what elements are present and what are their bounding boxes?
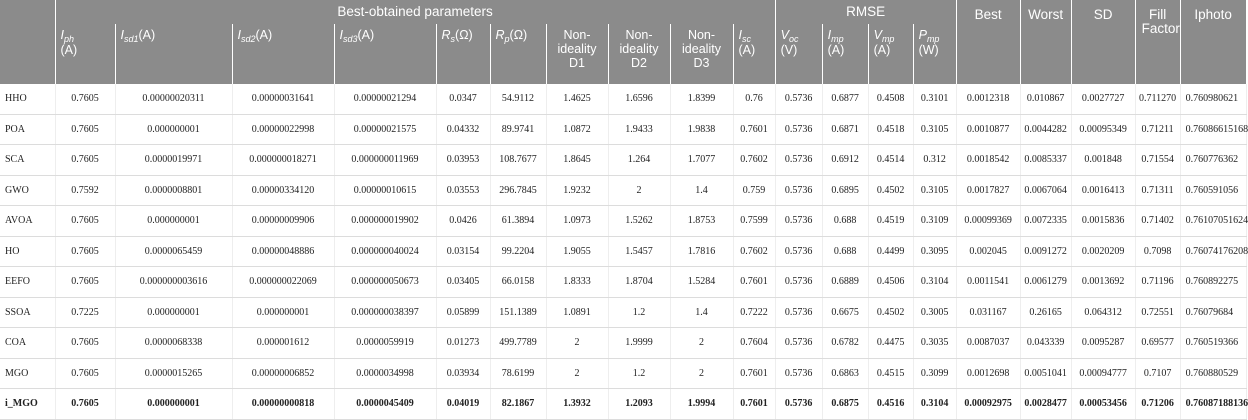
table-cell: 0.3005 — [913, 297, 956, 328]
header-nonideality-d3: Non-ideality D3 — [670, 24, 733, 84]
table-cell: 0.0000045409 — [334, 389, 436, 420]
table-row — [0, 145, 1246, 176]
table-cell: 0.759 — [733, 175, 775, 206]
table-cell: 0.0000065459 — [115, 236, 232, 267]
table-cell: 61.3894 — [490, 206, 546, 237]
row-label: AVOA — [0, 206, 55, 237]
table-cell: 151.1389 — [490, 297, 546, 328]
row-label: i_MGO — [0, 389, 55, 420]
table-cell: 0.5736 — [775, 328, 822, 359]
table-cell: 0.4518 — [868, 114, 913, 145]
table-cell: 0.6889 — [822, 267, 868, 298]
table-cell: 1.4 — [670, 175, 733, 206]
table-cell: 0.76107051624 — [1180, 206, 1246, 237]
table-cell: 0.0072335 — [1020, 206, 1071, 237]
table-cell: 0.7605 — [55, 267, 115, 298]
table-cell: 0.010867 — [1020, 84, 1071, 114]
table-cell: 1.0891 — [546, 297, 608, 328]
table-cell: 0.26165 — [1020, 297, 1071, 328]
table-cell: 0.04019 — [436, 389, 490, 420]
row-label: GWO — [0, 175, 55, 206]
table-cell: 0.760980621 — [1180, 84, 1246, 114]
table-cell: 0.03154 — [436, 236, 490, 267]
table-cell: 0.688 — [822, 206, 868, 237]
table-cell: 0.000001612 — [232, 328, 334, 359]
table-cell: 0.5736 — [775, 267, 822, 298]
table-cell: 0.71206 — [1135, 389, 1180, 420]
table-cell: 0.031167 — [956, 297, 1020, 328]
table-cell: 0.0000019971 — [115, 145, 232, 176]
header-nonideality-d2: Non-ideality D2 — [608, 24, 670, 84]
table-cell: 0.04332 — [436, 114, 490, 145]
table-cell: 0.001848 — [1071, 145, 1135, 176]
header-iphoto: Iphoto — [1180, 0, 1246, 84]
table-cell: 0.03553 — [436, 175, 490, 206]
table-cell: 0.7605 — [55, 328, 115, 359]
table-row — [0, 328, 1246, 359]
table-cell: 0.0061279 — [1020, 267, 1071, 298]
table-cell: 1.4625 — [546, 84, 608, 114]
table-cell: 0.000000001 — [115, 297, 232, 328]
table-cell: 99.2204 — [490, 236, 546, 267]
table-cell: 0.71196 — [1135, 267, 1180, 298]
table-cell: 0.0067064 — [1020, 175, 1071, 206]
table-cell: 0.312 — [913, 145, 956, 176]
table-row — [0, 206, 1246, 237]
table-cell: 0.4515 — [868, 358, 913, 389]
table-row — [0, 114, 1246, 145]
table-cell: 499.7789 — [490, 328, 546, 359]
table-cell: 0.4508 — [868, 84, 913, 114]
table-cell: 2 — [670, 328, 733, 359]
row-label: HHO — [0, 84, 55, 114]
table-cell: 1.9838 — [670, 114, 733, 145]
table-cell: 0.3095 — [913, 236, 956, 267]
table-cell: 0.5736 — [775, 84, 822, 114]
table-cell: 0.76074176208 — [1180, 236, 1246, 267]
table-cell: 0.00000334120 — [232, 175, 334, 206]
table-cell: 0.7601 — [733, 267, 775, 298]
table-cell: 0.043339 — [1020, 328, 1071, 359]
table-cell: 0.760880529 — [1180, 358, 1246, 389]
table-cell: 0.000000001 — [232, 297, 334, 328]
table-cell: 0.7605 — [55, 145, 115, 176]
table-cell: 0.0087037 — [956, 328, 1020, 359]
table-cell: 1.3932 — [546, 389, 608, 420]
table-cell: 0.03934 — [436, 358, 490, 389]
header-group-best-parameters: Best-obtained parameters — [55, 0, 775, 24]
table-cell: 296.7845 — [490, 175, 546, 206]
table-cell: 0.5736 — [775, 145, 822, 176]
table-cell: 0.71554 — [1135, 145, 1180, 176]
table-cell: 0.0013692 — [1071, 267, 1135, 298]
table-cell: 0.76 — [733, 84, 775, 114]
table-cell: 0.6875 — [822, 389, 868, 420]
table-cell: 1.5284 — [670, 267, 733, 298]
table-cell: 0.4499 — [868, 236, 913, 267]
table-cell: 0.00000010615 — [334, 175, 436, 206]
table-cell: 1.9994 — [670, 389, 733, 420]
table-cell: 0.71402 — [1135, 206, 1180, 237]
table-cell: 0.000000040024 — [334, 236, 436, 267]
table-cell: 0.7605 — [55, 389, 115, 420]
table-cell: 0.71311 — [1135, 175, 1180, 206]
table-cell: 0.6877 — [822, 84, 868, 114]
header-isd1: $I_{sd1}(A)$ — [115, 24, 232, 84]
table-cell: 0.00092975 — [956, 389, 1020, 420]
table-row — [0, 389, 1246, 420]
table-cell: 0.72551 — [1135, 297, 1180, 328]
table-cell: 0.064312 — [1071, 297, 1135, 328]
table-cell: 0.711270 — [1135, 84, 1180, 114]
table-cell: 0.6912 — [822, 145, 868, 176]
row-label: COA — [0, 328, 55, 359]
table-cell: 0.0000008801 — [115, 175, 232, 206]
table-cell: 0.3104 — [913, 389, 956, 420]
table-cell: 0.00094777 — [1071, 358, 1135, 389]
table-cell: 0.3109 — [913, 206, 956, 237]
table-cell: 0.5736 — [775, 206, 822, 237]
row-label: POA — [0, 114, 55, 145]
header-nonideality-d1: Non-ideality D1 — [546, 24, 608, 84]
table-cell: 0.000000003616 — [115, 267, 232, 298]
table-cell: 0.00000021575 — [334, 114, 436, 145]
table-cell: 1.2093 — [608, 389, 670, 420]
row-label: MGO — [0, 358, 55, 389]
row-label: HO — [0, 236, 55, 267]
table-cell: 0.0044282 — [1020, 114, 1071, 145]
table-cell: 0.5736 — [775, 175, 822, 206]
table-cell: 0.7604 — [733, 328, 775, 359]
table-cell: 0.0028477 — [1020, 389, 1071, 420]
table-cell: 2 — [546, 328, 608, 359]
table-cell: 0.5736 — [775, 358, 822, 389]
table-cell: 0.7107 — [1135, 358, 1180, 389]
table-cell: 0.0000068338 — [115, 328, 232, 359]
table-cell: 0.000000038397 — [334, 297, 436, 328]
table-cell: 0.0018542 — [956, 145, 1020, 176]
table-cell: 89.9741 — [490, 114, 546, 145]
table-cell: 0.760892275 — [1180, 267, 1246, 298]
table-cell: 0.5736 — [775, 389, 822, 420]
table-cell: 0.0020209 — [1071, 236, 1135, 267]
table-cell: 0.03953 — [436, 145, 490, 176]
table-cell: 0.6782 — [822, 328, 868, 359]
header-group-rmse: RMSE — [775, 0, 956, 24]
table-cell: 0.7605 — [55, 358, 115, 389]
header-fill-factor: Fill Factor — [1135, 0, 1180, 84]
header-group-row — [0, 0, 1246, 24]
table-cell: 0.6895 — [822, 175, 868, 206]
table-cell: 0.7605 — [55, 114, 115, 145]
table-cell: 0.5736 — [775, 236, 822, 267]
table-cell: 0.71211 — [1135, 114, 1180, 145]
table-cell: 1.8333 — [546, 267, 608, 298]
table-cell: 0.0000034998 — [334, 358, 436, 389]
table-row — [0, 84, 1246, 114]
table-cell: 0.76086615168 — [1180, 114, 1246, 145]
table-cell: 1.8399 — [670, 84, 733, 114]
header-vmp: $V_{mp}$ (A) — [868, 24, 913, 84]
table-cell: 0.760776362 — [1180, 145, 1246, 176]
table-cell: 0.00000022998 — [232, 114, 334, 145]
table-cell: 0.4516 — [868, 389, 913, 420]
table-cell: 0.7605 — [55, 236, 115, 267]
table-cell: 0.0012318 — [956, 84, 1020, 114]
table-cell: 0.000000019902 — [334, 206, 436, 237]
table-cell: 1.2 — [608, 297, 670, 328]
table-cell: 1.4 — [670, 297, 733, 328]
row-label: SCA — [0, 145, 55, 176]
table-cell: 0.000000001 — [115, 114, 232, 145]
header-isd3: $I_{sd3}(A)$ — [334, 24, 436, 84]
table-cell: 0.00099369 — [956, 206, 1020, 237]
table-cell: 0.4502 — [868, 175, 913, 206]
table-cell: 0.7601 — [733, 358, 775, 389]
table-cell: 1.0872 — [546, 114, 608, 145]
table-cell: 0.4514 — [868, 145, 913, 176]
table-cell: 0.0027727 — [1071, 84, 1135, 114]
table-cell: 2 — [670, 358, 733, 389]
table-cell: 1.8704 — [608, 267, 670, 298]
table-cell: 1.5457 — [608, 236, 670, 267]
header-imp: $I_{mp}$ (A) — [822, 24, 868, 84]
header-iph: $I_{ph}$ (A) — [55, 24, 115, 84]
table-cell: 0.7602 — [733, 145, 775, 176]
table-cell: 0.00000000818 — [232, 389, 334, 420]
table-cell: 0.0010877 — [956, 114, 1020, 145]
table-cell: 66.0158 — [490, 267, 546, 298]
table-cell: 0.7601 — [733, 389, 775, 420]
table-cell: 0.0000015265 — [115, 358, 232, 389]
table-cell: 2 — [608, 175, 670, 206]
table-cell: 0.7225 — [55, 297, 115, 328]
table-cell: 0.000000022069 — [232, 267, 334, 298]
table-cell: 0.6871 — [822, 114, 868, 145]
table-cell: 1.8753 — [670, 206, 733, 237]
table-cell: 0.00000006852 — [232, 358, 334, 389]
table-cell: 0.3105 — [913, 114, 956, 145]
table-cell: 0.002045 — [956, 236, 1020, 267]
table-cell: 1.9999 — [608, 328, 670, 359]
row-label: EEFO — [0, 267, 55, 298]
table-cell: 108.7677 — [490, 145, 546, 176]
table-cell: 0.3099 — [913, 358, 956, 389]
table-cell: 1.7816 — [670, 236, 733, 267]
table-cell: 78.6199 — [490, 358, 546, 389]
table-cell: 0.76087188136 — [1180, 389, 1246, 420]
table-cell: 0.0051041 — [1020, 358, 1071, 389]
table-cell: 0.0017827 — [956, 175, 1020, 206]
table-cell: 0.760519366 — [1180, 328, 1246, 359]
table-cell: 1.5262 — [608, 206, 670, 237]
table-cell: 0.7222 — [733, 297, 775, 328]
table-cell: 0.01273 — [436, 328, 490, 359]
header-pmp: $P_{mp}$ (W) — [913, 24, 956, 84]
header-sd: SD — [1071, 0, 1135, 84]
table-cell: 0.4502 — [868, 297, 913, 328]
table-cell: 0.76079684 — [1180, 297, 1246, 328]
table-cell: 1.0973 — [546, 206, 608, 237]
table-cell: 0.69577 — [1135, 328, 1180, 359]
table-cell: 0.0000059919 — [334, 328, 436, 359]
table-row — [0, 358, 1246, 389]
table-cell: 0.05899 — [436, 297, 490, 328]
table-cell: 0.000000001 — [115, 206, 232, 237]
table-cell: 0.688 — [822, 236, 868, 267]
table-cell: 0.4506 — [868, 267, 913, 298]
table-cell: 0.7592 — [55, 175, 115, 206]
table-cell: 0.0426 — [436, 206, 490, 237]
table-cell: 0.00095349 — [1071, 114, 1135, 145]
row-label: SSOA — [0, 297, 55, 328]
table-cell: 0.000000050673 — [334, 267, 436, 298]
header-voc: $V_{oc}$ (V) — [775, 24, 822, 84]
table-cell: 0.3101 — [913, 84, 956, 114]
table-row — [0, 267, 1246, 298]
table-cell: 0.7601 — [733, 114, 775, 145]
table-cell: 0.00053456 — [1071, 389, 1135, 420]
table-cell: 0.7605 — [55, 84, 115, 114]
header-worst: Worst — [1020, 0, 1071, 84]
table-cell: 0.3035 — [913, 328, 956, 359]
table-cell: 0.5736 — [775, 114, 822, 145]
table-cell: 0.000000011969 — [334, 145, 436, 176]
table-cell: 0.0347 — [436, 84, 490, 114]
table-cell: 1.6596 — [608, 84, 670, 114]
table-cell: 0.00000009906 — [232, 206, 334, 237]
table-cell: 82.1867 — [490, 389, 546, 420]
table-cell: 0.7602 — [733, 236, 775, 267]
table-row — [0, 297, 1246, 328]
table-row — [0, 175, 1246, 206]
table-cell: 0.000000001 — [115, 389, 232, 420]
table-cell: 0.4519 — [868, 206, 913, 237]
table-cell: 0.00000021294 — [334, 84, 436, 114]
table-cell: 1.9433 — [608, 114, 670, 145]
header-best: Best — [956, 0, 1020, 84]
table-cell: 0.6675 — [822, 297, 868, 328]
table-cell: 0.0015836 — [1071, 206, 1135, 237]
table-cell: 1.8645 — [546, 145, 608, 176]
header-rp: $R_p(\Omega)$ — [490, 24, 546, 84]
table-cell: 0.7605 — [55, 206, 115, 237]
table-cell: 0.0085337 — [1020, 145, 1071, 176]
table-cell: 0.03405 — [436, 267, 490, 298]
table-cell: 1.264 — [608, 145, 670, 176]
table-cell: 0.00000031641 — [232, 84, 334, 114]
table-cell: 0.0016413 — [1071, 175, 1135, 206]
table-cell: 0.7599 — [733, 206, 775, 237]
header-rs: $R_s(\Omega)$ — [436, 24, 490, 84]
table-cell: 0.3104 — [913, 267, 956, 298]
table-cell: 1.2 — [608, 358, 670, 389]
table-cell: 0.00000020311 — [115, 84, 232, 114]
header-blank-cell — [0, 0, 55, 84]
table-cell: 0.3105 — [913, 175, 956, 206]
table-cell: 0.760591056 — [1180, 175, 1246, 206]
table-cell: 0.00000048886 — [232, 236, 334, 267]
table-cell: 0.0011541 — [956, 267, 1020, 298]
table-row — [0, 236, 1246, 267]
table-cell: 2 — [546, 358, 608, 389]
header-isc: $I_{sc}$ (A) — [733, 24, 775, 84]
table-cell: 1.9055 — [546, 236, 608, 267]
table-cell: 0.0095287 — [1071, 328, 1135, 359]
table-cell: 0.0091272 — [1020, 236, 1071, 267]
table-body — [0, 84, 1246, 419]
table-cell: 0.000000018271 — [232, 145, 334, 176]
table-cell: 0.4475 — [868, 328, 913, 359]
table-cell: 54.9112 — [490, 84, 546, 114]
table-cell: 0.6863 — [822, 358, 868, 389]
table-cell: 0.0012698 — [956, 358, 1020, 389]
table-cell: 1.7077 — [670, 145, 733, 176]
table-cell: 0.5736 — [775, 297, 822, 328]
header-isd2: $I_{sd2}(A)$ — [232, 24, 334, 84]
table-cell: 0.7098 — [1135, 236, 1180, 267]
table-cell: 1.9232 — [546, 175, 608, 206]
